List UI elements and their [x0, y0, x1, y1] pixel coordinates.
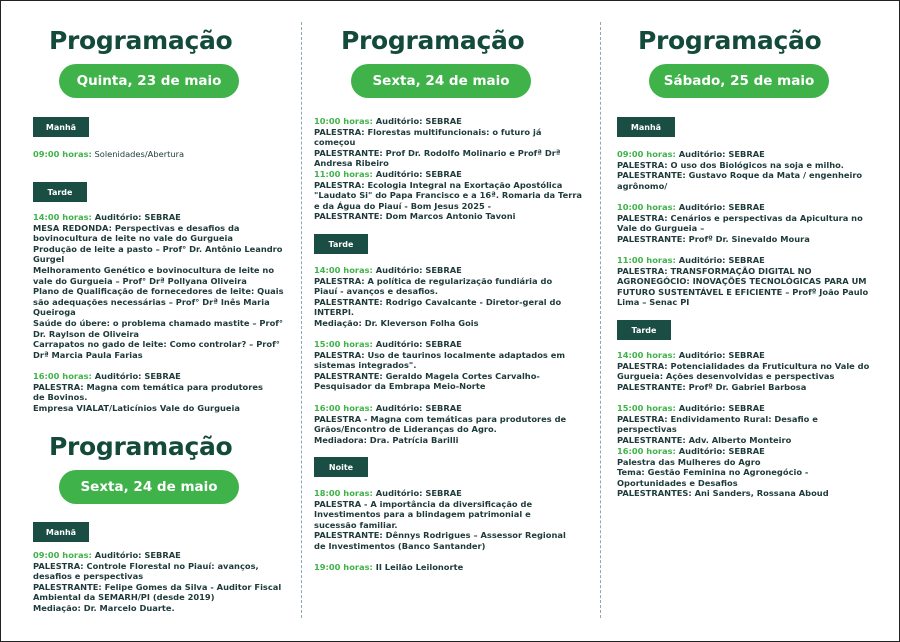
session-venue: Auditório: SEBRAE — [372, 488, 462, 498]
session-line: PALESTRANTE: Felipe Gomes da Silva - Auditor Fiscal Ambiental da SEMARH/PI (desde 2019) — [33, 581, 282, 603]
session-venue: Auditório: SEBRAE — [675, 202, 765, 212]
session-line: Mediadora: Dra. Patrícia Barilli — [314, 434, 459, 445]
afternoon-tag: Tarde — [33, 182, 87, 202]
session-time: 14:00 horas: — [33, 212, 92, 222]
session-line: Carrapatos no gado de leite: Como controlar? – Prof° Drª Marcia Paula Farias — [33, 339, 280, 360]
morning-tag: Manhã — [33, 117, 89, 137]
session-line: PALESTRA: Controle Florestal no Piauí: avanços, desafios e perspectivas — [33, 560, 259, 582]
session-line: Empresa VIALAT/Laticínios Vale do Gurgueia — [33, 402, 240, 413]
session-time: 19:00 horas: — [314, 562, 373, 572]
session-1500 — [314, 339, 576, 392]
session-line: PALESTRANTE: Prof Dr. Rodolfo Molinario e Profª Drª Andresa Ribeiro — [314, 147, 561, 169]
session-time: 18:00 horas: — [314, 488, 373, 498]
session-line: PALESTRA: Potencialidades da Fruticultura no Vale do Gurgueia: Ações desenvolvidas e perspectivas — [617, 360, 870, 382]
session-line: Tema: Gestão Feminina no Agronegócio - Oportunidades e Desafios — [617, 467, 809, 488]
session-line: PALESTRA: O uso dos Biológicos na soja e milho. — [617, 159, 844, 170]
session-1800 — [314, 488, 576, 552]
session-line: PALESTRANTE: Profº Dr. Sinevaldo Moura — [617, 233, 810, 244]
session-venue: Auditório: SEBRAE — [372, 116, 462, 126]
session-time: 16:00 horas: — [617, 446, 676, 456]
session-time: 09:00 horas: — [33, 149, 92, 159]
session-line: Produção de leite a pasto – Prof° Dr. Antônio Leandro Gurgel — [33, 243, 283, 265]
session-line: PALESTRA - Magna com temáticas para produtores de Grãos/Encontro de Lideranças do Agro. — [314, 413, 567, 435]
session-line: PALESTRANTE: Adv. Alberto Monteiro — [617, 434, 792, 445]
session-venue: Auditório: SEBRAE — [91, 550, 181, 560]
session-0900 — [33, 149, 291, 160]
session-time: 10:00 horas: — [617, 202, 676, 212]
session-line: PALESTRA: TRANSFORMAÇÃO DIGITAL NO AGRONEGÓCIO: INOVAÇÕES TECNOLÓGICAS PARA UM FUTURO SUSTENTÁVEL E EFICIENTE – Profº João Paulo Lima – Senac PI — [617, 265, 869, 308]
session-time: 14:00 horas: — [314, 265, 373, 275]
session-text: II Leilão Leilonorte — [372, 562, 464, 572]
session-1600 — [617, 446, 863, 499]
session-1400 — [33, 212, 285, 360]
session-time: 09:00 horas: — [33, 550, 92, 560]
session-line: Mediação: Dr. Marcelo Duarte. — [33, 602, 175, 613]
session-line: PALESTRANTE: Dênnys Rodrigues – Assessor Regional de Investimentos (Banco Santander) — [314, 530, 566, 551]
session-line: PALESTRA: Endividamento Rural: Desafio e perspectivas — [617, 413, 818, 435]
day-pill: Quinta, 23 de maio — [59, 64, 239, 98]
session-1000 — [617, 202, 873, 244]
session-line: PALESTRANTE: Dom Marcos Antonio Tavoni — [314, 211, 516, 222]
session-line: Plano de Qualificação de fornecedores de leite: Quais são adequações necessárias – Prof° Drª Inês Maria Queiroga — [33, 286, 284, 318]
session-venue: Auditório: SEBRAE — [675, 403, 765, 413]
session-venue: Auditório: SEBRAE — [372, 339, 462, 349]
session-line: PALESTRANTES: Ani Sanders, Rossana Aboud — [617, 488, 829, 499]
session-time: 15:00 horas: — [617, 403, 676, 413]
session-venue: Auditório: SEBRAE — [675, 446, 765, 456]
session-line: Mediação: Dr. Kleverson Folha Gois — [314, 317, 479, 328]
day-pill: Sexta, 24 de maio — [59, 470, 239, 504]
session-time: 11:00 horas: — [617, 255, 676, 265]
session-1400 — [617, 350, 873, 392]
session-text: Solenidades/Abertura — [91, 149, 185, 159]
morning-tag: Manhã — [33, 522, 89, 542]
session-line: Palestra das Mulheres do Agro — [617, 456, 761, 467]
session-line: PALESTRANTE: Gustavo Roque da Mata / engenheiro agrônomo/ — [617, 170, 863, 191]
session-time: 15:00 horas: — [314, 339, 373, 349]
session-line: PALESTRANTE: Rodrigo Cavalcante - Diretor-geral do INTERPI. — [314, 296, 562, 318]
session-line: MESA REDONDA: Perspectivas e desafios da bovinocultura de leite no vale do Gurgueia — [33, 222, 240, 244]
session-1100 — [314, 169, 586, 222]
schedule-title: Programação — [638, 26, 822, 55]
schedule-title: Programação — [341, 26, 525, 55]
session-venue: Auditório: SEBRAE — [675, 149, 765, 159]
session-1900 — [314, 562, 576, 573]
session-0900 — [33, 550, 285, 614]
session-line: PALESTRA: A política de regularização fundiária do Piauí - avanços e desafios. — [314, 275, 553, 297]
session-1500 — [617, 403, 875, 445]
column-divider — [301, 22, 302, 618]
schedule-title: Programação — [49, 432, 233, 461]
session-venue: Auditório: SEBRAE — [372, 169, 462, 179]
session-line: PALESTRA - A importância da diversificação de Investimentos para a blindagem patrimonial e sucessão familiar. — [314, 498, 533, 530]
session-time: 10:00 horas: — [314, 116, 373, 126]
session-line: PALESTRA: Cenários e perspectivas da Apicultura no Vale do Gurgueia – — [617, 212, 863, 234]
session-time: 16:00 horas: — [33, 371, 92, 381]
session-line: PALESTRA: Magna com temática para produtores de Bovinos. — [33, 381, 263, 403]
session-line: PALESTRA: Ecologia Integral na Exortação Apostólica "Laudato Si" do Papa Francisco e a 16ª. Romaria da Terra e da Água do Piauí - Bom Jesus 2025 - — [314, 179, 583, 211]
session-time: 14:00 horas: — [617, 350, 676, 360]
session-time: 09:00 horas: — [617, 149, 676, 159]
session-line: PALESTRA: Uso de taurinos localmente adaptados em sistemas integrados". — [314, 349, 566, 371]
night-tag: Noite — [314, 457, 368, 477]
session-1100 — [617, 255, 871, 308]
afternoon-tag: Tarde — [617, 320, 671, 340]
column-divider — [600, 22, 601, 618]
session-1600 — [314, 403, 576, 445]
session-1400 — [314, 265, 576, 329]
session-venue: Auditório: SEBRAE — [675, 350, 765, 360]
afternoon-tag: Tarde — [314, 234, 368, 254]
session-1000 — [314, 116, 584, 169]
session-venue: Auditório: SEBRAE — [91, 371, 181, 381]
session-line: PALESTRANTE: Geraldo Magela Cortes Carvalho- Pesquisador da Embrapa Meio-Norte — [314, 370, 540, 392]
session-venue: Auditório: SEBRAE — [372, 403, 462, 413]
session-venue: Auditório: SEBRAE — [675, 255, 765, 265]
session-line: Melhoramento Genético e bovinocultura de leite no vale do Gurgueia – Prof° Drª Pollyana Oliveira — [33, 264, 275, 286]
session-line: Saúde do úbere: o problema chamado mastite – Prof° Dr. Raylson de Oliveira — [33, 317, 284, 339]
session-1600 — [33, 371, 277, 413]
session-venue: Auditório: SEBRAE — [91, 212, 181, 222]
session-0900 — [617, 149, 869, 191]
morning-tag: Manhã — [617, 117, 675, 137]
schedule-title: Programação — [49, 26, 233, 55]
session-time: 16:00 horas: — [314, 403, 373, 413]
session-line: PALESTRANTE: Profº Dr. Gabriel Barbosa — [617, 381, 807, 392]
session-time: 11:00 horas: — [314, 169, 373, 179]
day-pill: Sábado, 25 de maio — [649, 64, 829, 98]
day-pill: Sexta, 24 de maio — [351, 64, 531, 98]
session-venue: Auditório: SEBRAE — [372, 265, 462, 275]
session-line: PALESTRA: Florestas multifuncionais: o futuro já começou — [314, 126, 542, 148]
